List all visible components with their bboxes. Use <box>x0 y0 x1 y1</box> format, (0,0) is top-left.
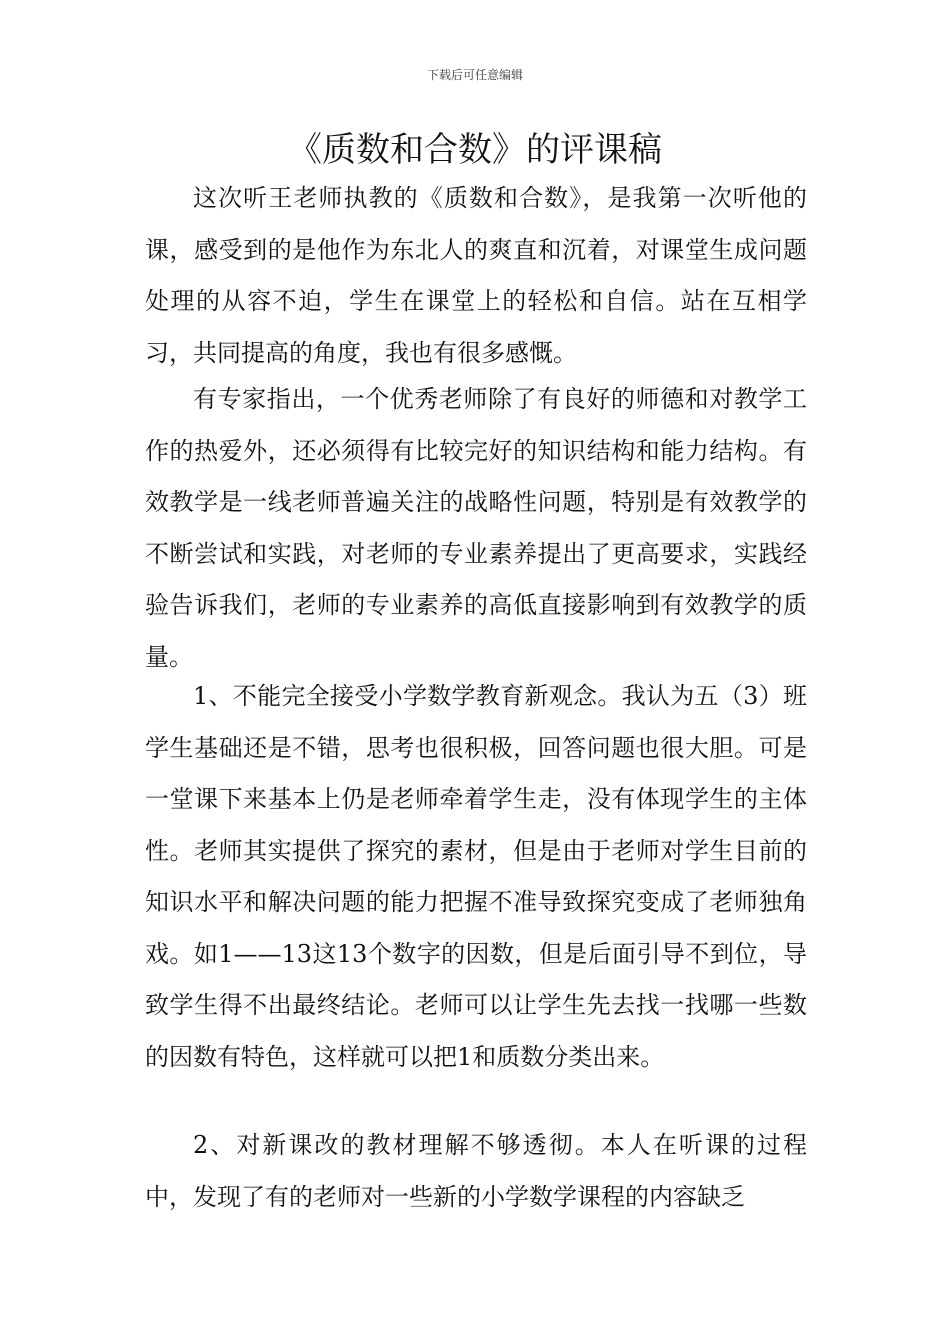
paragraph-text: 2、对新课改的教材理解不够透彻。本人在听课的过程中，发现了有的老师对一些新的小学数学课程的内容缺乏 <box>145 1131 807 1211</box>
paragraph-text: 有专家指出，一个优秀老师除了有良好的师德和对教学工作的热爱外，还必须得有比较完好的知识结构和能力结构。有效教学是一线老师普遍关注的战略性问题，特别是有效教学的不断尝试和实践，对老师的专业素养提出了更高要求，实践经验告诉我们，老师的专业素养的高低直接影响到有效教学的质量。 <box>145 385 807 671</box>
paragraph-point-2 <box>145 1120 807 1223</box>
paragraph-text: 这次听王老师执教的《质数和合数》，是我第一次听他的课，感受到的是他作为东北人的爽直和沉着，对课堂生成问题处理的从容不迫，学生在课堂上的轻松和自信。站在互相学习，共同提高的角度，我也有很多感慨。 <box>145 184 807 367</box>
paragraph-text: 1、不能完全接受小学数学教育新观念。我认为五（3）班学生基础还是不错，思考也很积极，回答问题也很大胆。可是一堂课下来基本上仍是老师牵着学生走，没有体现学生的主体性。老师其实提供了探究的素材，但是由于老师对学生目前的知识水平和解决问题的能力把握不准导致探究变成了老师独角戏。如1——13这13个数字的因数，但是后面引导不到位，导致学生得不出最终结论。老师可以让学生先去找一找哪一些数的因数有特色，这样就可以把1和质数分类出来。 <box>145 682 807 1071</box>
header-note: 下载后可任意编辑 <box>426 68 523 82</box>
paragraph-point-1 <box>145 671 807 1083</box>
paragraph-expert-view <box>145 374 807 683</box>
document-title: 《质数和合数》的评课稿 <box>288 130 662 170</box>
paragraph-intro <box>145 173 807 379</box>
